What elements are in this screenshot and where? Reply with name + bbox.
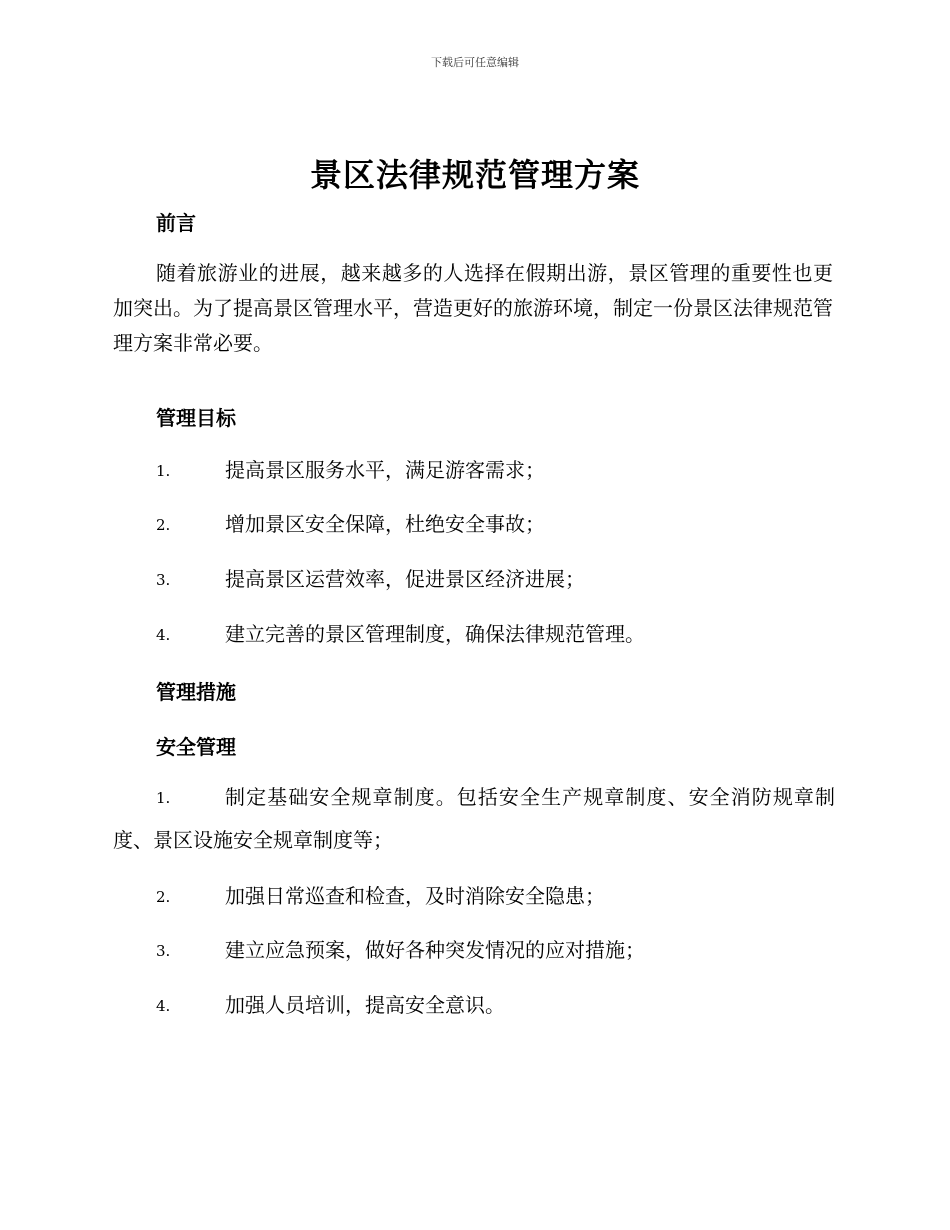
safety-item-number: 4. — [156, 997, 171, 1015]
preface-paragraph: 随着旅游业的进展，越来越多的人选择在假期出游，景区管理的重要性也更加突出。为了提高景区管理水平，营造更好的旅游环境，制定一份景区法律规范管理方案非常必要。 — [113, 261, 833, 355]
goal-item-text: 提高景区服务水平，满足游客需求； — [225, 458, 545, 482]
heading-preface: 前言 — [156, 211, 196, 235]
goal-item-number: 3. — [156, 571, 171, 589]
safety-item-text: 建立应急预案，做好各种突发情况的应对措施； — [225, 938, 645, 962]
goal-item-text: 建立完善的景区管理制度，确保法律规范管理。 — [225, 622, 645, 646]
goal-item-text: 增加景区安全保障，杜绝安全事故； — [225, 512, 545, 536]
safety-item-number: 2. — [156, 888, 171, 906]
heading-goals: 管理目标 — [156, 406, 236, 430]
document-title: 景区法律规范管理方案 — [309, 156, 640, 194]
goal-item-number: 4. — [156, 626, 171, 644]
safety-item-number: 1. — [156, 789, 171, 807]
heading-safety: 安全管理 — [156, 735, 236, 759]
goal-item-number: 1. — [156, 462, 171, 480]
safety-item-text: 加强日常巡查和检查，及时消除安全隐患； — [225, 884, 605, 908]
safety-item-text: 制定基础安全规章制度。包括安全生产规章制度、安全消防规章制度、景区设施安全规章制度等； — [113, 785, 835, 852]
safety-item-text: 加强人员培训，提高安全意识。 — [225, 993, 505, 1017]
heading-measures: 管理措施 — [156, 680, 236, 704]
goal-item-text: 提高景区运营效率，促进景区经济进展； — [225, 567, 585, 591]
safety-item-number: 3. — [156, 942, 171, 960]
header-note: 下载后可任意编辑 — [431, 56, 519, 69]
safety-item — [113, 776, 835, 862]
goal-item-number: 2. — [156, 516, 171, 534]
